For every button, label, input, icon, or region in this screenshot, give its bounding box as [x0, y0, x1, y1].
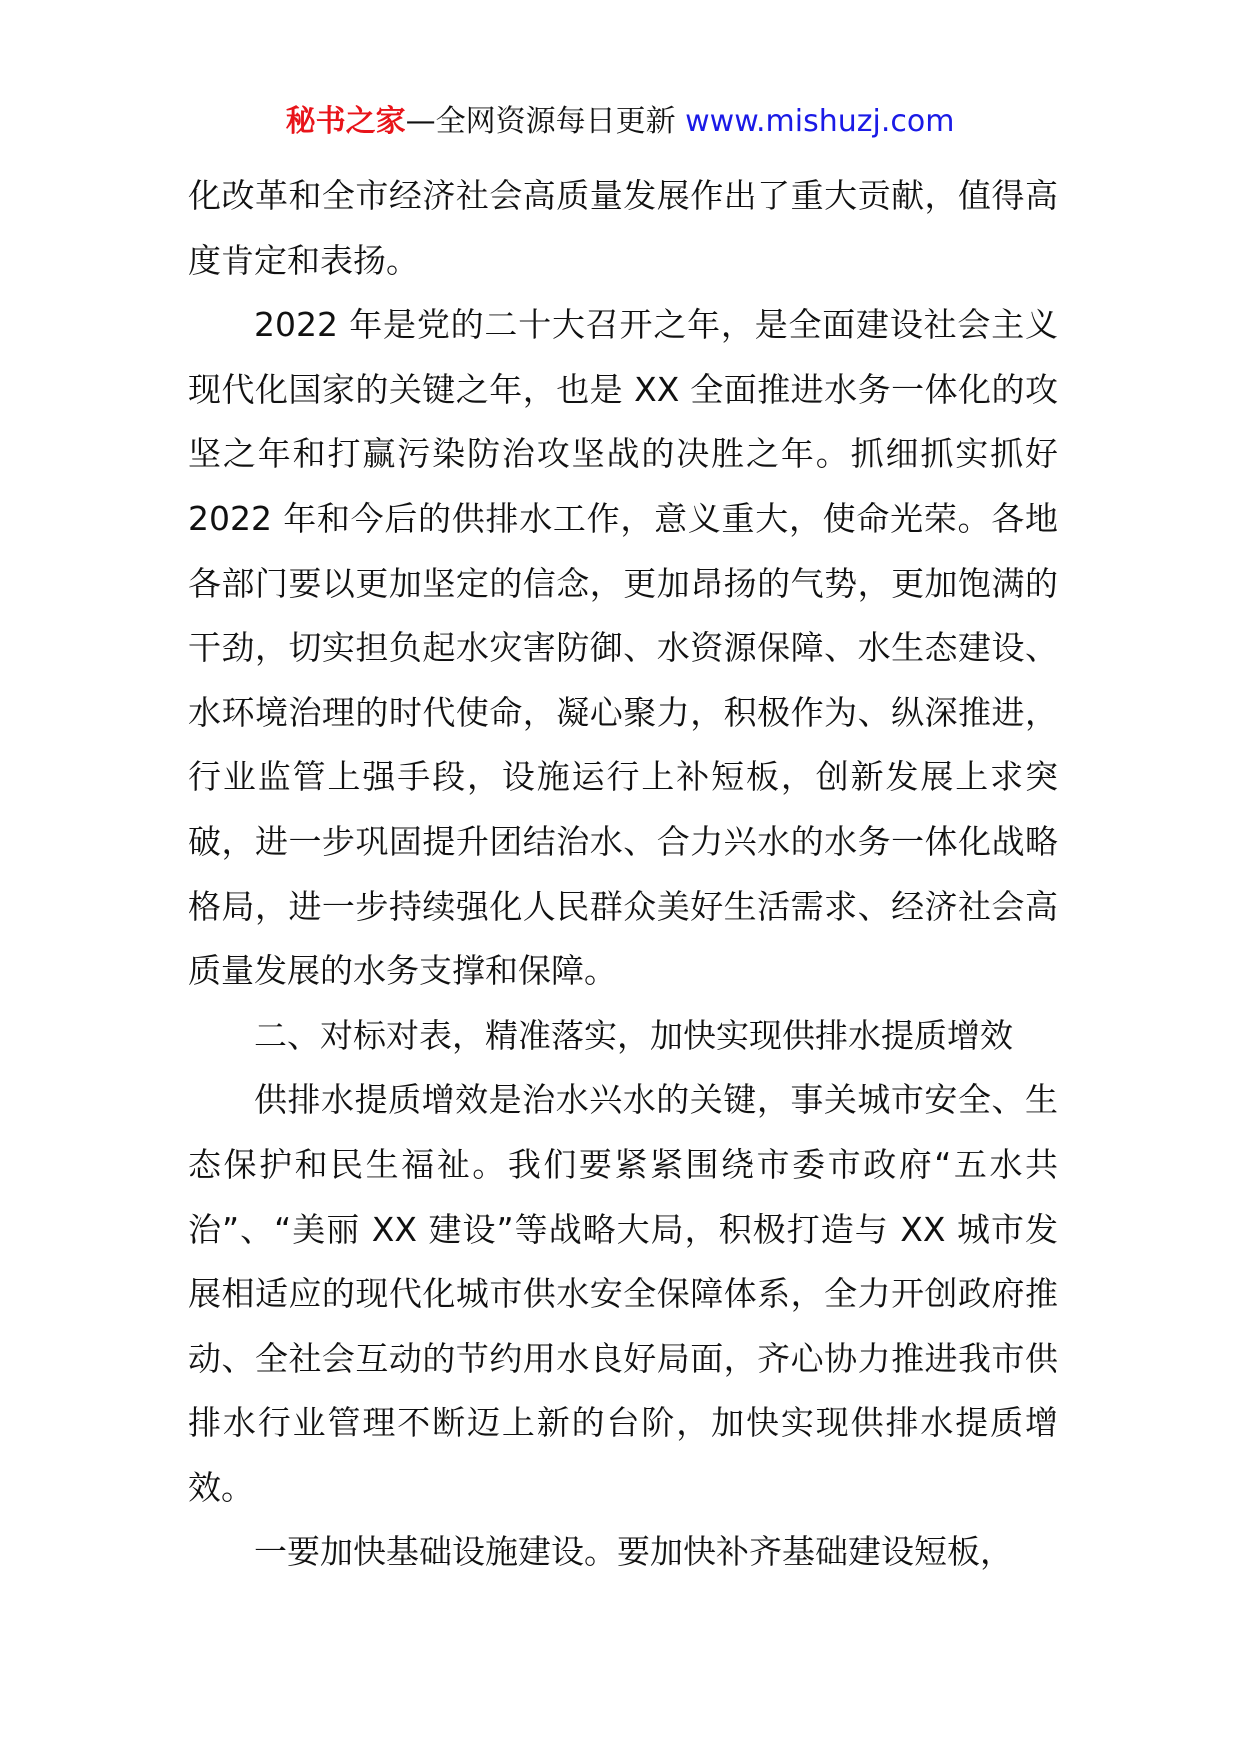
paragraph-infrastructure: 一要加快基础设施建设。要加快补齐基础建设短板， [254, 1532, 1013, 1572]
site-brand: 秘书之家 [285, 104, 406, 139]
paragraph-quality-efficiency: 供排水提质增效是治水兴水的关键，事关城市安全、生态保护和民生福祉。我们要紧紧围绕市委市政府“五水共治”、“美丽 XX 建设”等战略大局，积极打造与 XX 城市发展相适应的现代化城市供水安全保障体系，全力开创政府推动、全社会互动的节约用水良好局面，齐心协力推进我市供排水行业管理不断迈上新的台阶，加快实现供排水提质增效。 [188, 1080, 1058, 1507]
site-header [0, 100, 1240, 144]
site-url-link[interactable]: www.mishuzj.com [685, 104, 955, 139]
paragraph-2022-mission: 2022 年是党的二十大召开之年，是全面建设社会主义现代化国家的关键之年，也是 XX 全面推进水务一体化的攻坚之年和打赢污染防治攻坚战的决胜之年。抓细抓实抓好 2022 年和今后的供排水工作，意义重大，使命光荣。各地各部门要以更加坚定的信念，更加昂扬的气势，更加饱满的干劲，切实担负起水灾害防御、水资源保障、水生态建设、水环境治理的时代使命，凝心聚力，积极作为、纵深推进，行业监管上强手段，设施运行上补短板，创新发展上求突破，进一步巩固提升团结治水、合力兴水的水务一体化战略格局，进一步持续强化人民群众美好生活需求、经济社会高质量发展的水务支撑和保障。 [188, 305, 1058, 991]
section-heading-2: 二、对标对表，精准落实，加快实现供排水提质增效 [254, 1015, 1013, 1055]
site-slogan: —全网资源每日更新 [405, 104, 676, 139]
document-body [188, 164, 1058, 1585]
paragraph-continuation: 化改革和全市经济社会高质量发展作出了重大贡献，值得高度肯定和表扬。 [188, 176, 1058, 280]
